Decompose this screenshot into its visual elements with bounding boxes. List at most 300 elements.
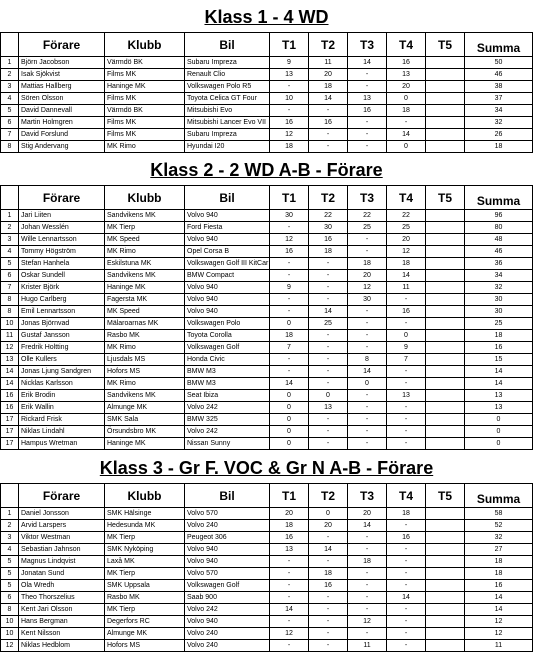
cell-club: SMK Hälsinge <box>105 508 185 520</box>
cell-club: Haninge MK <box>105 438 185 450</box>
cell-t1: 10 <box>270 93 309 105</box>
cell-car: Volvo 242 <box>185 604 270 616</box>
table-row <box>1 282 533 294</box>
cell-club: Laxå MK <box>105 556 185 568</box>
column-header-t5: T5 <box>426 33 465 57</box>
cell-t3: - <box>348 318 387 330</box>
cell-total: 37 <box>465 93 533 105</box>
cell-t3: 20 <box>348 508 387 520</box>
cell-t2: - <box>309 105 348 117</box>
cell-club: Värmdö BK <box>105 105 185 117</box>
column-header-t3: T3 <box>348 484 387 508</box>
cell-t4: 7 <box>387 354 426 366</box>
cell-club: Rasbo MK <box>105 330 185 342</box>
cell-car: Opel Corsa B <box>185 246 270 258</box>
column-header-car: Bil <box>185 186 270 210</box>
cell-t5 <box>426 105 465 117</box>
cell-t1: 14 <box>270 378 309 390</box>
cell-t1: - <box>270 222 309 234</box>
cell-t5 <box>426 210 465 222</box>
cell-t5 <box>426 129 465 141</box>
cell-club: Hedesunda MK <box>105 520 185 532</box>
cell-club: Films MK <box>105 93 185 105</box>
cell-t1: 16 <box>270 246 309 258</box>
cell-t4: 20 <box>387 234 426 246</box>
cell-car: Volkswagen Golf III KitCar <box>185 258 270 270</box>
table-row <box>1 117 533 129</box>
cell-t4: - <box>387 568 426 580</box>
cell-total: 38 <box>465 81 533 93</box>
cell-total: 18 <box>465 556 533 568</box>
cell-driver: Daniel Jonsson <box>19 508 105 520</box>
cell-t3: 14 <box>348 366 387 378</box>
cell-total: 36 <box>465 258 533 270</box>
cell-t3: 0 <box>348 378 387 390</box>
cell-t2: 16 <box>309 234 348 246</box>
cell-t2: 18 <box>309 246 348 258</box>
cell-t1: 18 <box>270 330 309 342</box>
cell-car: Mitsubishi Lancer Evo VII <box>185 117 270 129</box>
cell-t5 <box>426 532 465 544</box>
cell-car: Volvo 940 <box>185 544 270 556</box>
cell-t2: - <box>309 628 348 640</box>
cell-t2: 20 <box>309 520 348 532</box>
cell-club: MK Speed <box>105 306 185 318</box>
table-row <box>1 568 533 580</box>
cell-t4: - <box>387 556 426 568</box>
cell-driver: Johan Wesslén <box>19 222 105 234</box>
cell-t4: 14 <box>387 129 426 141</box>
cell-total: 34 <box>465 270 533 282</box>
column-header-t2: T2 <box>309 33 348 57</box>
column-header-club: Klubb <box>105 186 185 210</box>
cell-t1: 18 <box>270 520 309 532</box>
column-header-total: Summa <box>465 186 533 210</box>
table-row <box>1 592 533 604</box>
cell-t3: - <box>348 342 387 354</box>
cell-t3: 12 <box>348 616 387 628</box>
cell-total: 34 <box>465 105 533 117</box>
column-header-club: Klubb <box>105 33 185 57</box>
cell-t2: - <box>309 438 348 450</box>
cell-t4: 11 <box>387 282 426 294</box>
cell-t5 <box>426 81 465 93</box>
cell-t1: 0 <box>270 438 309 450</box>
cell-t5 <box>426 616 465 628</box>
cell-t1: 18 <box>270 141 309 153</box>
cell-t2: - <box>309 342 348 354</box>
cell-total: 32 <box>465 282 533 294</box>
cell-club: Haninge MK <box>105 81 185 93</box>
cell-car: Volkswagen Polo R5 <box>185 81 270 93</box>
cell-car: Volvo 570 <box>185 508 270 520</box>
cell-t4: 18 <box>387 258 426 270</box>
cell-t3: - <box>348 129 387 141</box>
cell-t5 <box>426 366 465 378</box>
cell-car: Renault Clio <box>185 69 270 81</box>
table-row <box>1 556 533 568</box>
table-row <box>1 222 533 234</box>
cell-t5 <box>426 222 465 234</box>
cell-t2: 16 <box>309 117 348 129</box>
cell-pos: 5 <box>1 556 19 568</box>
cell-t4: - <box>387 640 426 652</box>
cell-club: SMK Sala <box>105 414 185 426</box>
cell-t2: 0 <box>309 390 348 402</box>
cell-club: MK Rimo <box>105 246 185 258</box>
cell-t2: 11 <box>309 57 348 69</box>
cell-club: Films MK <box>105 129 185 141</box>
column-header-club: Klubb <box>105 484 185 508</box>
cell-t3: 14 <box>348 520 387 532</box>
cell-pos: 1 <box>1 508 19 520</box>
cell-car: Volvo 940 <box>185 210 270 222</box>
cell-car: Volvo 940 <box>185 306 270 318</box>
cell-car: BMW Compact <box>185 270 270 282</box>
cell-t4: - <box>387 616 426 628</box>
cell-t1: - <box>270 81 309 93</box>
cell-t3: - <box>348 306 387 318</box>
cell-car: Volvo 240 <box>185 628 270 640</box>
cell-car: Volvo 240 <box>185 640 270 652</box>
cell-driver: Martin Holmgren <box>19 117 105 129</box>
cell-club: MK Tierp <box>105 222 185 234</box>
cell-driver: Nicklas Karlsson <box>19 378 105 390</box>
cell-total: 0 <box>465 426 533 438</box>
table-row <box>1 306 533 318</box>
cell-t4: 14 <box>387 270 426 282</box>
cell-driver: David Dannevall <box>19 105 105 117</box>
column-header-t2: T2 <box>309 186 348 210</box>
cell-t1: - <box>270 580 309 592</box>
column-header-driver: Förare <box>19 33 105 57</box>
table-row <box>1 616 533 628</box>
column-header-driver: Förare <box>19 484 105 508</box>
cell-t5 <box>426 568 465 580</box>
table-row <box>1 640 533 652</box>
column-header-t3: T3 <box>348 33 387 57</box>
cell-pos: 10 <box>1 318 19 330</box>
table-header-row <box>1 186 533 210</box>
cell-pos: 1 <box>1 210 19 222</box>
column-header-pos <box>1 33 19 57</box>
cell-t2: - <box>309 270 348 282</box>
table-row <box>1 544 533 556</box>
cell-total: 14 <box>465 378 533 390</box>
table-row <box>1 294 533 306</box>
cell-pos: 2 <box>1 520 19 532</box>
cell-total: 13 <box>465 390 533 402</box>
cell-pos: 10 <box>1 628 19 640</box>
cell-driver: Niklas Hedblom <box>19 640 105 652</box>
column-header-t4: T4 <box>387 186 426 210</box>
cell-t2: 14 <box>309 93 348 105</box>
cell-t2: 20 <box>309 69 348 81</box>
column-header-t5: T5 <box>426 484 465 508</box>
cell-t3: 12 <box>348 282 387 294</box>
cell-t5 <box>426 354 465 366</box>
cell-car: Volvo 242 <box>185 402 270 414</box>
cell-t4: - <box>387 628 426 640</box>
cell-total: 80 <box>465 222 533 234</box>
results-table-1 <box>0 32 533 153</box>
cell-car: Honda Civic <box>185 354 270 366</box>
cell-t2: - <box>309 426 348 438</box>
cell-car: Toyota Corolla <box>185 330 270 342</box>
cell-t3: - <box>348 592 387 604</box>
cell-t3: 16 <box>348 105 387 117</box>
cell-t5 <box>426 117 465 129</box>
cell-driver: Erik Brodin <box>19 390 105 402</box>
cell-car: Volvo 940 <box>185 234 270 246</box>
cell-t3: - <box>348 330 387 342</box>
cell-t3: 8 <box>348 354 387 366</box>
cell-pos: 8 <box>1 306 19 318</box>
column-header-car: Bil <box>185 484 270 508</box>
cell-club: Fagersta MK <box>105 294 185 306</box>
cell-pos: 12 <box>1 342 19 354</box>
cell-driver: Ola Wredh <box>19 580 105 592</box>
cell-driver: Sören Olsson <box>19 93 105 105</box>
cell-total: 30 <box>465 306 533 318</box>
cell-club: Degerfors RC <box>105 616 185 628</box>
cell-t3: 20 <box>348 270 387 282</box>
cell-t4: 12 <box>387 246 426 258</box>
cell-t4: - <box>387 366 426 378</box>
cell-t2: - <box>309 258 348 270</box>
cell-pos: 3 <box>1 532 19 544</box>
cell-t1: 9 <box>270 57 309 69</box>
cell-t1: - <box>270 270 309 282</box>
cell-t2: - <box>309 129 348 141</box>
cell-t2: - <box>309 378 348 390</box>
cell-t1: - <box>270 640 309 652</box>
cell-t2: 0 <box>309 508 348 520</box>
table-row <box>1 141 533 153</box>
cell-club: MK Tierp <box>105 568 185 580</box>
cell-driver: Gustaf Jansson <box>19 330 105 342</box>
cell-car: Volvo 940 <box>185 556 270 568</box>
cell-club: Films MK <box>105 69 185 81</box>
cell-t1: 12 <box>270 628 309 640</box>
cell-club: MK Rimo <box>105 378 185 390</box>
cell-total: 30 <box>465 294 533 306</box>
cell-club: MK Rimo <box>105 342 185 354</box>
cell-pos: 4 <box>1 544 19 556</box>
cell-car: Volkswagen Polo <box>185 318 270 330</box>
cell-club: SMK Nyköping <box>105 544 185 556</box>
cell-t3: 25 <box>348 222 387 234</box>
cell-t3: 14 <box>348 57 387 69</box>
cell-t1: 0 <box>270 414 309 426</box>
table-header-row <box>1 33 533 57</box>
cell-club: Almunge MK <box>105 628 185 640</box>
cell-t2: - <box>309 330 348 342</box>
cell-driver: Jonas Ljung Sandgren <box>19 366 105 378</box>
column-header-t5: T5 <box>426 186 465 210</box>
cell-driver: Kent Nilsson <box>19 628 105 640</box>
cell-driver: Olle Kullers <box>19 354 105 366</box>
cell-t5 <box>426 378 465 390</box>
cell-t3: 18 <box>348 258 387 270</box>
cell-t3: - <box>348 544 387 556</box>
cell-t5 <box>426 330 465 342</box>
cell-t1: - <box>270 556 309 568</box>
table-row <box>1 270 533 282</box>
cell-club: MK Rimo <box>105 141 185 153</box>
cell-t5 <box>426 556 465 568</box>
cell-pos: 14 <box>1 366 19 378</box>
cell-t3: - <box>348 604 387 616</box>
table-row <box>1 210 533 222</box>
cell-club: Ljusdals MS <box>105 354 185 366</box>
cell-t3: - <box>348 414 387 426</box>
cell-t1: 13 <box>270 69 309 81</box>
column-header-t2: T2 <box>309 484 348 508</box>
column-header-t4: T4 <box>387 484 426 508</box>
cell-t2: - <box>309 282 348 294</box>
cell-t4: - <box>387 438 426 450</box>
cell-driver: Arvid Larspers <box>19 520 105 532</box>
cell-t2: 25 <box>309 318 348 330</box>
cell-driver: Jonatan Sund <box>19 568 105 580</box>
table-row <box>1 57 533 69</box>
cell-total: 32 <box>465 532 533 544</box>
cell-total: 48 <box>465 234 533 246</box>
cell-pos: 11 <box>1 330 19 342</box>
cell-t1: - <box>270 366 309 378</box>
column-header-t4: T4 <box>387 33 426 57</box>
table-row <box>1 604 533 616</box>
cell-club: Sandvikens MK <box>105 390 185 402</box>
cell-car: Volvo 570 <box>185 568 270 580</box>
cell-pos: 17 <box>1 438 19 450</box>
cell-t2: - <box>309 366 348 378</box>
cell-driver: Jonas Björnvad <box>19 318 105 330</box>
cell-t4: 16 <box>387 306 426 318</box>
table-row <box>1 402 533 414</box>
cell-car: Peugeot 306 <box>185 532 270 544</box>
cell-t5 <box>426 604 465 616</box>
column-header-pos <box>1 484 19 508</box>
cell-pos: 5 <box>1 258 19 270</box>
cell-t1: - <box>270 105 309 117</box>
cell-pos: 5 <box>1 580 19 592</box>
cell-t2: - <box>309 604 348 616</box>
cell-car: BMW 325 <box>185 414 270 426</box>
cell-t3: - <box>348 580 387 592</box>
cell-driver: Stefan Hanhela <box>19 258 105 270</box>
cell-driver: David Forslund <box>19 129 105 141</box>
cell-club: Örsundsbro MK <box>105 426 185 438</box>
cell-t1: 0 <box>270 318 309 330</box>
table-row <box>1 390 533 402</box>
cell-pos: 8 <box>1 141 19 153</box>
cell-car: Mitsubishi Evo <box>185 105 270 117</box>
cell-car: Volvo 940 <box>185 282 270 294</box>
cell-t3: - <box>348 390 387 402</box>
cell-pos: 8 <box>1 604 19 616</box>
cell-t3: - <box>348 246 387 258</box>
cell-t5 <box>426 628 465 640</box>
cell-driver: Stig Andervang <box>19 141 105 153</box>
cell-total: 16 <box>465 342 533 354</box>
cell-t4: - <box>387 378 426 390</box>
cell-pos: 3 <box>1 234 19 246</box>
cell-club: MK Tierp <box>105 604 185 616</box>
cell-pos: 7 <box>1 282 19 294</box>
table-row <box>1 105 533 117</box>
cell-car: Toyota Celica GT Four <box>185 93 270 105</box>
cell-car: Volvo 240 <box>185 520 270 532</box>
cell-t5 <box>426 57 465 69</box>
cell-driver: Magnus Lindqvist <box>19 556 105 568</box>
cell-t3: - <box>348 532 387 544</box>
cell-t5 <box>426 402 465 414</box>
cell-t5 <box>426 294 465 306</box>
cell-t5 <box>426 640 465 652</box>
cell-t1: 12 <box>270 129 309 141</box>
cell-t4: - <box>387 318 426 330</box>
table-row <box>1 520 533 532</box>
cell-t5 <box>426 258 465 270</box>
cell-pos: 17 <box>1 426 19 438</box>
table-row <box>1 354 533 366</box>
cell-total: 0 <box>465 414 533 426</box>
cell-club: Almunge MK <box>105 402 185 414</box>
cell-driver: Björn Jacobson <box>19 57 105 69</box>
cell-t4: 18 <box>387 508 426 520</box>
cell-t1: 0 <box>270 402 309 414</box>
cell-pos: 6 <box>1 117 19 129</box>
cell-total: 96 <box>465 210 533 222</box>
cell-t3: - <box>348 426 387 438</box>
cell-total: 26 <box>465 129 533 141</box>
cell-t4: - <box>387 580 426 592</box>
cell-pos: 5 <box>1 568 19 580</box>
cell-total: 46 <box>465 69 533 81</box>
cell-t5 <box>426 580 465 592</box>
cell-t1: - <box>270 616 309 628</box>
results-table-2 <box>0 185 533 450</box>
cell-t5 <box>426 414 465 426</box>
cell-t1: 9 <box>270 282 309 294</box>
cell-total: 14 <box>465 366 533 378</box>
cell-t5 <box>426 544 465 556</box>
cell-t5 <box>426 93 465 105</box>
cell-t2: 22 <box>309 210 348 222</box>
cell-t2: 18 <box>309 568 348 580</box>
cell-t1: - <box>270 354 309 366</box>
cell-t2: 16 <box>309 580 348 592</box>
cell-t5 <box>426 520 465 532</box>
cell-t3: 30 <box>348 294 387 306</box>
table-row <box>1 246 533 258</box>
cell-t4: 16 <box>387 532 426 544</box>
cell-pos: 8 <box>1 294 19 306</box>
cell-t4: 0 <box>387 141 426 153</box>
cell-car: Seat Ibiza <box>185 390 270 402</box>
cell-t2: 18 <box>309 81 348 93</box>
cell-driver: Rickard Frisk <box>19 414 105 426</box>
cell-t4: - <box>387 294 426 306</box>
cell-total: 18 <box>465 141 533 153</box>
table-row <box>1 69 533 81</box>
cell-total: 11 <box>465 640 533 652</box>
cell-t5 <box>426 69 465 81</box>
cell-driver: Niklas Lindahl <box>19 426 105 438</box>
cell-t1: 16 <box>270 117 309 129</box>
